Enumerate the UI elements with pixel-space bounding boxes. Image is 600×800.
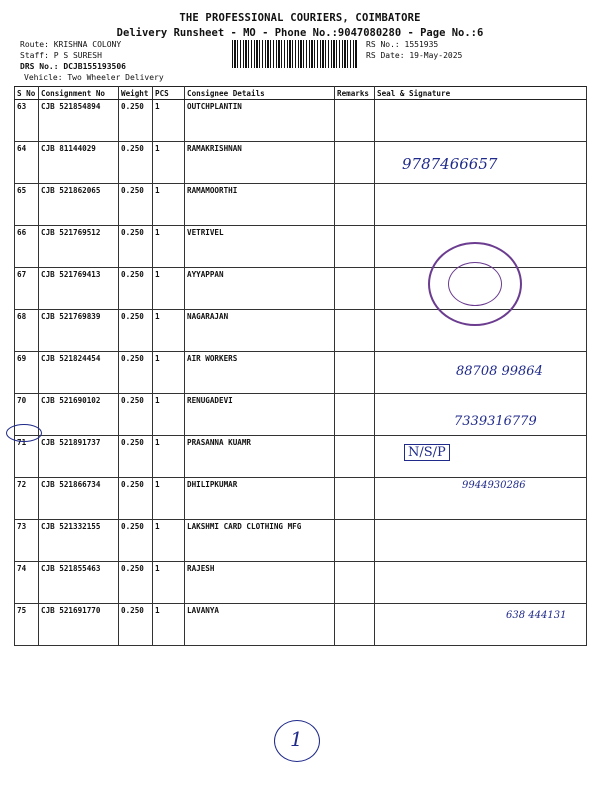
rs-date-label: RS Date: 19-May-2025 [366,51,463,60]
cell-pcs: 1 [153,394,185,436]
cell-consignee: AIR WORKERS [185,352,335,394]
row-71-circle [6,424,42,442]
signature-69: 88708 99864 [456,364,543,379]
cell-consignee: LAVANYA [185,604,335,646]
cell-consignment: CJB 521332155 [39,520,119,562]
col-seal: Seal & Signature [375,87,587,100]
cell-weight: 0.250 [119,310,153,352]
staff-label: Staff: P S SURESH [20,51,102,60]
cell-sno: 66 [15,226,39,268]
table-row [15,436,587,478]
cell-remarks [335,478,375,520]
page-mark: 1 [290,727,303,751]
table-row [15,184,587,226]
cell-consignee: RENUGADEVI [185,394,335,436]
cell-consignment: CJB 81144029 [39,142,119,184]
signature-75: 638 444131 [506,610,567,621]
cell-remarks [335,268,375,310]
signature-72: 9944930286 [462,480,526,491]
cell-pcs: 1 [153,268,185,310]
cell-sno: 63 [15,100,39,142]
cell-consignment: CJB 521769413 [39,268,119,310]
cell-sno: 67 [15,268,39,310]
cell-consignee: PRASANNA KUAMR [185,436,335,478]
cell-seal [375,562,587,604]
cell-consignment: CJB 521769839 [39,310,119,352]
cell-weight: 0.250 [119,142,153,184]
route-label: Route: KRISHNA COLONY [20,40,122,49]
cell-sno: 64 [15,142,39,184]
cell-weight: 0.250 [119,520,153,562]
cell-remarks [335,604,375,646]
cell-weight: 0.250 [119,478,153,520]
cell-seal [375,520,587,562]
table-row [15,604,587,646]
cell-consignment: CJB 521824454 [39,352,119,394]
cell-remarks [335,226,375,268]
cell-pcs: 1 [153,520,185,562]
cell-weight: 0.250 [119,562,153,604]
company-title: THE PROFESSIONAL COURIERS, COIMBATORE [179,12,421,24]
table-header-row [15,87,587,100]
col-consignment: Consignment No [39,87,119,100]
cell-sno: 72 [15,478,39,520]
cell-remarks [335,394,375,436]
cell-consignment: CJB 521854894 [39,100,119,142]
cell-consignee: LAKSHMI CARD CLOTHING MFG [185,520,335,562]
cell-weight: 0.250 [119,100,153,142]
col-sno: S No [15,87,39,100]
cell-consignment: CJB 521691770 [39,604,119,646]
cell-sno: 71 [15,436,39,478]
cell-sno: 70 [15,394,39,436]
vehicle-label: Vehicle: Two Wheeler Delivery [24,73,164,82]
seal-stamp [428,242,522,326]
col-remarks: Remarks [335,87,375,100]
cell-weight: 0.250 [119,394,153,436]
cell-sno: 69 [15,352,39,394]
cell-seal [375,100,587,142]
cell-consignee: RAMAMOORTHI [185,184,335,226]
cell-remarks [335,520,375,562]
cell-sno: 65 [15,184,39,226]
signature-64: 9787466657 [402,155,498,173]
drs-label: DRS No.: DCJB155193506 [20,62,126,71]
cell-sno: 73 [15,520,39,562]
cell-weight: 0.250 [119,268,153,310]
barcode [232,40,358,68]
cell-sno: 75 [15,604,39,646]
cell-remarks [335,184,375,226]
cell-pcs: 1 [153,604,185,646]
cell-consignee: VETRIVEL [185,226,335,268]
cell-pcs: 1 [153,478,185,520]
cell-seal [375,184,587,226]
cell-consignment: CJB 521690102 [39,394,119,436]
cell-weight: 0.250 [119,352,153,394]
cell-sno: 74 [15,562,39,604]
cell-pcs: 1 [153,142,185,184]
cell-sno: 68 [15,310,39,352]
col-weight: Weight [119,87,153,100]
rs-no-label: RS No.: 1551935 [366,40,439,49]
page-mark-circle [274,720,320,762]
cell-weight: 0.250 [119,226,153,268]
cell-remarks [335,100,375,142]
cell-consignee: AYYAPPAN [185,268,335,310]
col-consignee: Consignee Details [185,87,335,100]
cell-pcs: 1 [153,226,185,268]
cell-remarks [335,142,375,184]
table-row [15,520,587,562]
cell-pcs: 1 [153,310,185,352]
cell-remarks [335,562,375,604]
table-row [15,100,587,142]
cell-consignment: CJB 521769512 [39,226,119,268]
signature-71: N/S/P [404,444,450,461]
cell-remarks [335,310,375,352]
col-pcs: PCS [153,87,185,100]
cell-consignee: OUTCHPLANTIN [185,100,335,142]
table-row [15,142,587,184]
cell-weight: 0.250 [119,436,153,478]
runsheet-title: Delivery Runsheet - MO - Phone No.:9047080280 - Page No.:6 [116,27,484,39]
signature-70: 7339316779 [454,414,537,429]
cell-consignment: CJB 521866734 [39,478,119,520]
cell-consignment: CJB 521891737 [39,436,119,478]
cell-pcs: 1 [153,436,185,478]
cell-weight: 0.250 [119,184,153,226]
cell-consignee: DHILIPKUMAR [185,478,335,520]
cell-pcs: 1 [153,100,185,142]
cell-weight: 0.250 [119,604,153,646]
cell-remarks [335,436,375,478]
cell-consignee: RAJESH [185,562,335,604]
cell-consignment: CJB 521855463 [39,562,119,604]
cell-pcs: 1 [153,562,185,604]
cell-consignee: RAMAKRISHNAN [185,142,335,184]
cell-consignee: NAGARAJAN [185,310,335,352]
cell-pcs: 1 [153,352,185,394]
cell-consignment: CJB 521862065 [39,184,119,226]
table-row [15,562,587,604]
cell-pcs: 1 [153,184,185,226]
cell-remarks [335,352,375,394]
